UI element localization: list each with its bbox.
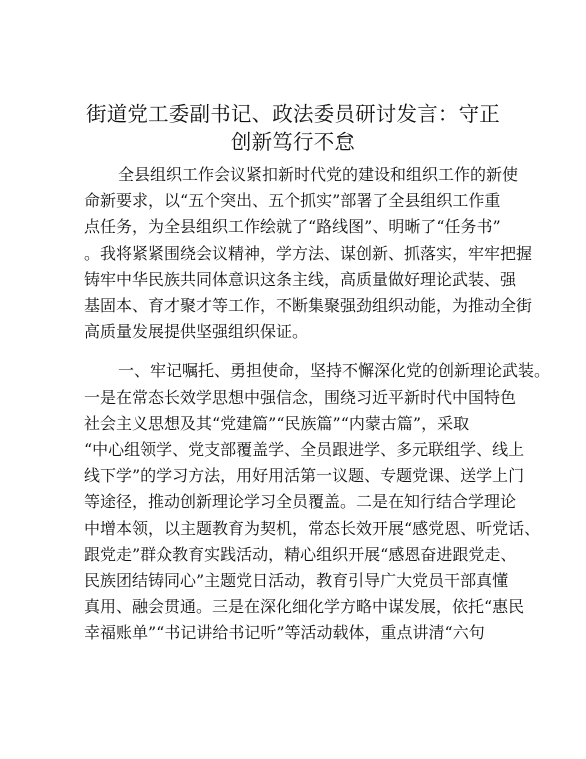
text-line: 等途径，推动创新理论学习全员覆盖。二是在知行结合学理论 — [84, 492, 517, 512]
text-line: 。我将紧紧围绕会议精神，学方法、谋创新、抓落实，牢牢把握 — [84, 243, 533, 263]
text-line: 真用、融会贯通。三是在深化细化学方略中谋发展，依托“惠民 — [84, 597, 525, 617]
title-line-2: 创新笃行不怠 — [230, 130, 356, 154]
document-body — [84, 162, 551, 647]
text-line: 社会主义思想及其“党建篇”“民族篇”“内蒙古篇”，采取 — [84, 413, 470, 433]
text-line: 基固本、育才聚才等工作，不断集聚强劲组织动能，为推动全街 — [84, 296, 533, 316]
paragraph-section-one — [84, 358, 551, 646]
text-line: 跟党走”群众教育实践活动，精心组织开展“感恩奋进跟党走、 — [84, 544, 517, 564]
text-line: “中心组领学、党支部覆盖学、全员跟进学、多元联组学、线上 — [84, 440, 525, 460]
text-line: 全县组织工作会议紧扣新时代党的建设和组织工作的新使 — [118, 165, 519, 184]
document-title — [0, 100, 586, 156]
text-line: 线下学”的学习方法，用好用活第一议题、专题党课、送学上门 — [84, 466, 525, 486]
text-line: 命新要求，以“五个突出、五个抓实”部署了全县组织工作重 — [84, 191, 501, 211]
text-line: 幸福账单”“书记讲给书记听”等活动载体，重点讲清“六句 — [84, 623, 485, 643]
text-line: 一是在常态长效学思想中强信念，围绕习近平新时代中国特色 — [84, 387, 517, 407]
title-line-1: 街道党工委副书记、政法委员研讨发言：守正 — [86, 102, 500, 126]
text-line: 点任务，为全县组织工作绘就了“路线图”、明晰了“任务书” — [84, 217, 501, 237]
text-line: 民族团结铸同心”主题党日活动，教育引导广大党员干部真懂 — [84, 571, 509, 591]
section-heading-line: 一、牢记嘱托、勇担使命，坚持不懈深化党的创新理论武装。 — [118, 361, 551, 381]
text-line: 中增本领，以主题教育为契机，常态长效开展“感党恩、听党话、 — [84, 518, 541, 538]
text-line: 铸牢中华民族共同体意识这条主线，高质量做好理论武装、强 — [84, 269, 517, 289]
paragraph-intro — [84, 162, 533, 345]
text-line: 高质量发展提供坚强组织保证。 — [84, 322, 309, 342]
